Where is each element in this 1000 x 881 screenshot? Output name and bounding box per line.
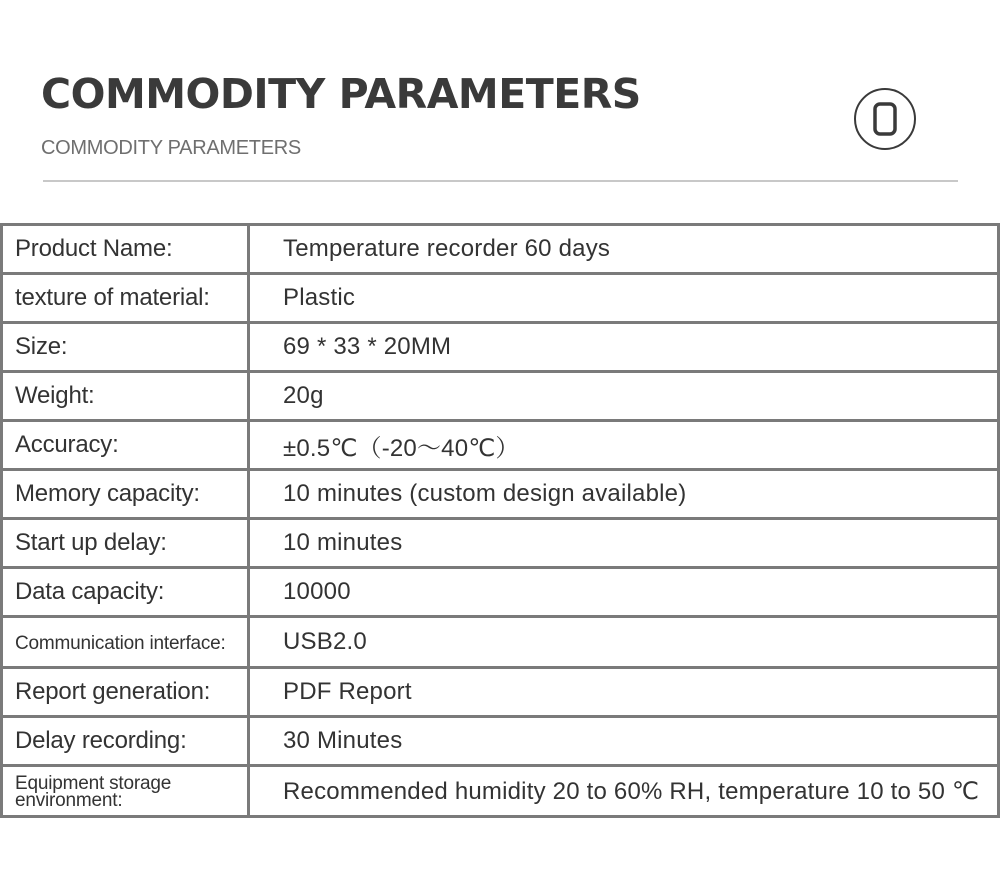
row-value: 10 minutes bbox=[249, 519, 999, 568]
row-value: Plastic bbox=[249, 274, 999, 323]
row-value: Temperature recorder 60 days bbox=[249, 225, 999, 274]
row-value: 69 * 33 * 20MM bbox=[249, 323, 999, 372]
row-label: Data capacity: bbox=[2, 568, 249, 617]
row-value: PDF Report bbox=[249, 668, 999, 717]
row-label: Report generation: bbox=[2, 668, 249, 717]
row-label: Communication interface: bbox=[2, 617, 249, 668]
phone-outline-icon bbox=[854, 88, 914, 148]
page-subtitle: COMMODITY PARAMETERS bbox=[41, 137, 301, 159]
table-row bbox=[2, 519, 999, 568]
row-label: Delay recording: bbox=[2, 717, 249, 766]
table-row bbox=[2, 668, 999, 717]
table-row bbox=[2, 372, 999, 421]
row-label: Weight: bbox=[2, 372, 249, 421]
row-label: Accuracy: bbox=[2, 421, 249, 470]
table-row bbox=[2, 470, 999, 519]
table-row bbox=[2, 323, 999, 372]
table-row bbox=[2, 766, 999, 817]
table-row bbox=[2, 274, 999, 323]
parameters-table bbox=[0, 223, 1000, 818]
row-value: USB2.0 bbox=[249, 617, 999, 668]
row-value: 10 minutes (custom design available) bbox=[249, 470, 999, 519]
row-label: Equipment storage environment: bbox=[2, 766, 249, 817]
table-row bbox=[2, 225, 999, 274]
page-header bbox=[0, 0, 1000, 200]
row-value: Recommended humidity 20 to 60% RH, temperature 10 to 50 ℃ bbox=[249, 766, 999, 817]
row-label: Start up delay: bbox=[2, 519, 249, 568]
row-value: 30 Minutes bbox=[249, 717, 999, 766]
header-divider bbox=[43, 180, 958, 182]
row-value: ±0.5℃（-20～40℃） bbox=[249, 421, 999, 470]
table-row bbox=[2, 617, 999, 668]
table-row bbox=[2, 717, 999, 766]
page-title: COMMODITY PARAMETERS bbox=[41, 70, 641, 118]
row-value: 20g bbox=[249, 372, 999, 421]
table-row bbox=[2, 568, 999, 617]
row-label: Size: bbox=[2, 323, 249, 372]
table-row bbox=[2, 421, 999, 470]
row-label: Memory capacity: bbox=[2, 470, 249, 519]
row-label: Product Name: bbox=[2, 225, 249, 274]
row-label: texture of material: bbox=[2, 274, 249, 323]
row-value: 10000 bbox=[249, 568, 999, 617]
